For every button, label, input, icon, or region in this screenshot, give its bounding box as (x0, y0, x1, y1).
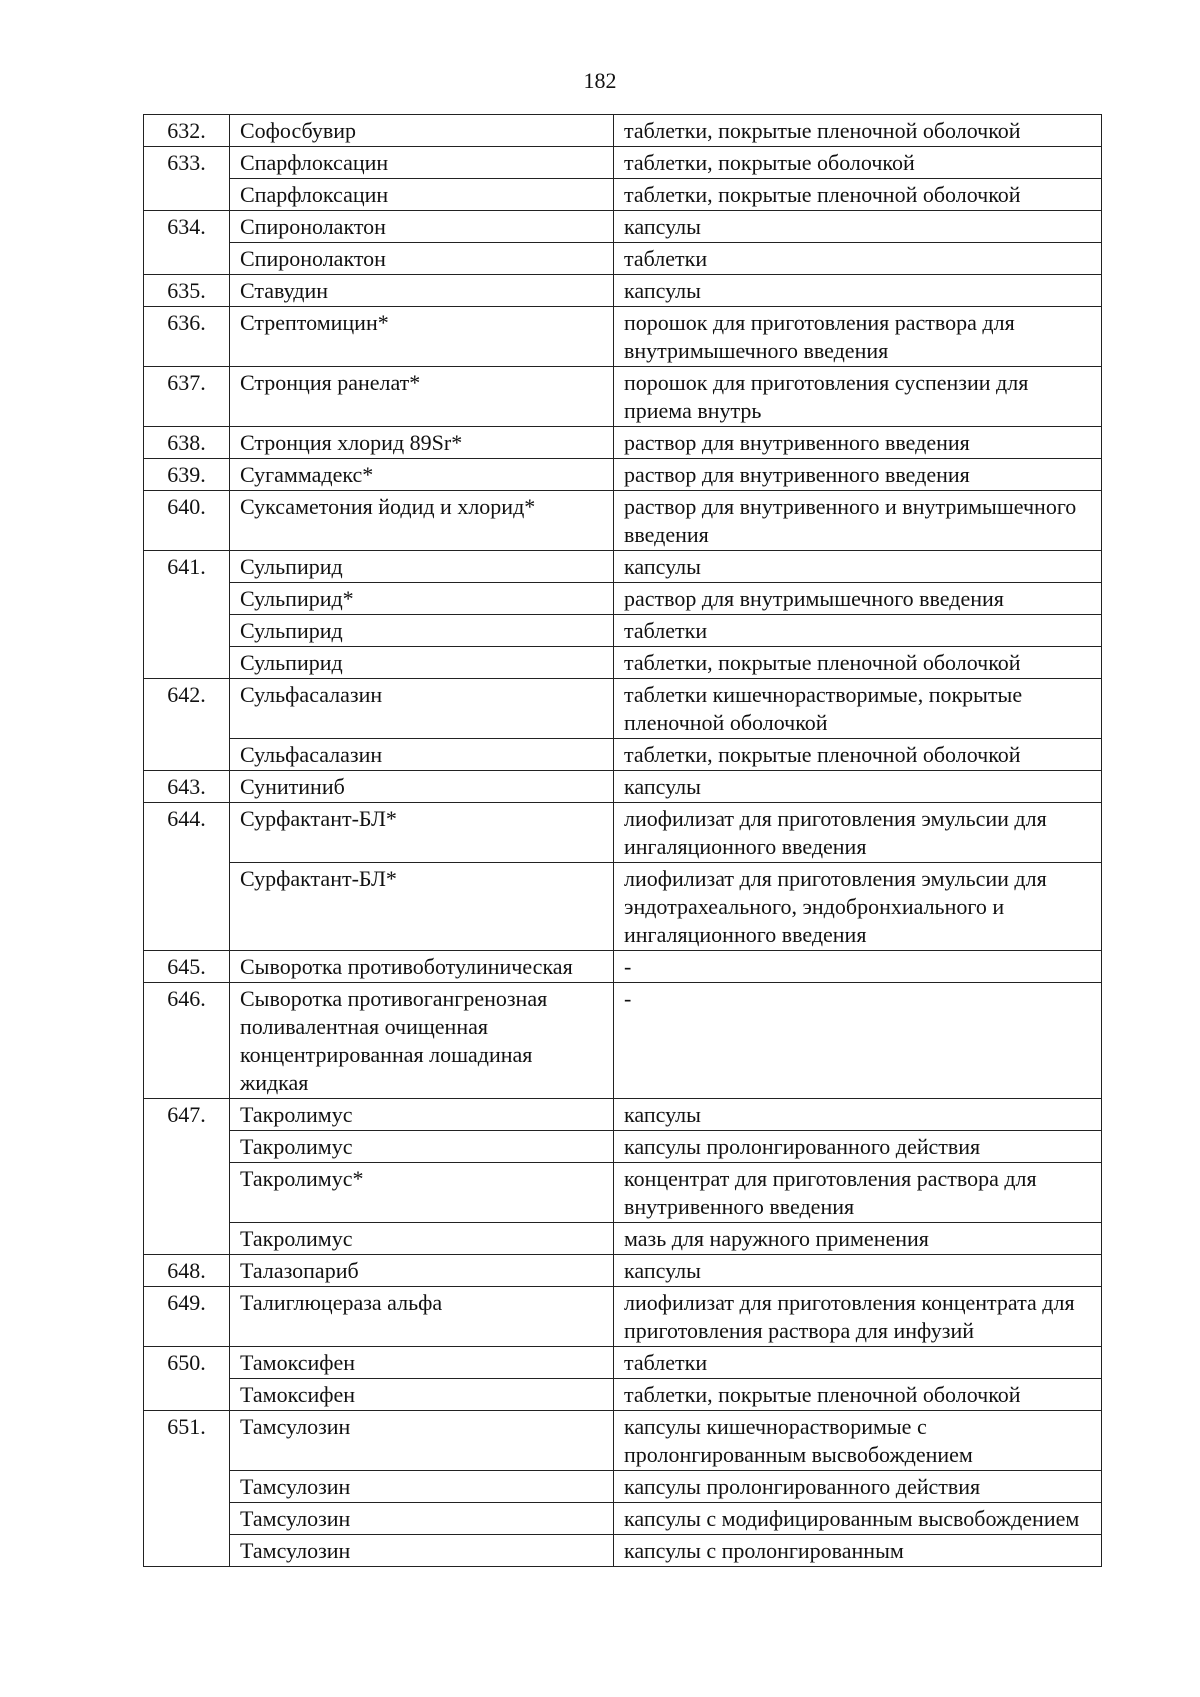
drug-name: Сульпирид (230, 647, 614, 679)
dosage-form: таблетки, покрытые пленочной оболочкой (614, 647, 1102, 679)
table-row (144, 427, 1102, 459)
table-row (144, 367, 1102, 427)
dosage-form: таблетки кишечнорастворимые, покрытые пленочной оболочкой (614, 679, 1102, 739)
table-row (144, 679, 1102, 739)
drug-name: Тамсулозин (230, 1503, 614, 1535)
dosage-form: таблетки (614, 1347, 1102, 1379)
drug-name: Сульпирид (230, 615, 614, 647)
drug-name: Стронция ранелат* (230, 367, 614, 427)
drug-name: Сыворотка противогангренозная поливалентная очищенная концентрированная лошадиная жидкая (230, 983, 614, 1099)
dosage-form: таблетки, покрытые пленочной оболочкой (614, 115, 1102, 147)
dosage-form: концентрат для приготовления раствора для внутривенного введения (614, 1163, 1102, 1223)
drug-name: Сульфасалазин (230, 679, 614, 739)
drug-name: Тамоксифен (230, 1347, 614, 1379)
table-row (144, 1255, 1102, 1287)
entry-number: 632. (144, 115, 230, 147)
dosage-form: капсулы (614, 275, 1102, 307)
entry-number: 645. (144, 951, 230, 983)
drug-name: Такролимус (230, 1099, 614, 1131)
dosage-form: капсулы (614, 211, 1102, 243)
dosage-form: таблетки (614, 243, 1102, 275)
drug-name: Сульпирид* (230, 583, 614, 615)
entry-number: 639. (144, 459, 230, 491)
entry-number: 642. (144, 679, 230, 771)
drug-name: Сульпирид (230, 551, 614, 583)
drug-name: Спиронолактон (230, 211, 614, 243)
dosage-form: капсулы пролонгированного действия (614, 1471, 1102, 1503)
drug-name: Талазопариб (230, 1255, 614, 1287)
drug-name: Сульфасалазин (230, 739, 614, 771)
entry-number: 651. (144, 1411, 230, 1567)
dosage-form: раствор для внутримышечного введения (614, 583, 1102, 615)
table-row (144, 615, 1102, 647)
dosage-form: таблетки, покрытые пленочной оболочкой (614, 1379, 1102, 1411)
table-row (144, 739, 1102, 771)
dosage-form: таблетки, покрытые пленочной оболочкой (614, 179, 1102, 211)
entry-number: 640. (144, 491, 230, 551)
dosage-form: капсулы (614, 551, 1102, 583)
drug-name: Спарфлоксацин (230, 179, 614, 211)
dosage-form: раствор для внутривенного введения (614, 459, 1102, 491)
table-row (144, 647, 1102, 679)
table-row (144, 115, 1102, 147)
dosage-form: лиофилизат для приготовления эмульсии для ингаляционного введения (614, 803, 1102, 863)
drug-name: Спарфлоксацин (230, 147, 614, 179)
drug-name: Сурфактант-БЛ* (230, 863, 614, 951)
drug-name: Сурфактант-БЛ* (230, 803, 614, 863)
table-row (144, 243, 1102, 275)
entry-number: 637. (144, 367, 230, 427)
dosage-form: лиофилизат для приготовления эмульсии для эндотрахеального, эндобронхиального и ингаляционного введения (614, 863, 1102, 951)
drug-name: Суксаметония йодид и хлорид* (230, 491, 614, 551)
dosage-form: порошок для приготовления раствора для внутримышечного введения (614, 307, 1102, 367)
drug-name: Тамсулозин (230, 1411, 614, 1471)
table-row (144, 583, 1102, 615)
dosage-form: капсулы с пролонгированным (614, 1535, 1102, 1567)
dosage-form: раствор для внутривенного введения (614, 427, 1102, 459)
table-row (144, 211, 1102, 243)
drug-name: Спиронолактон (230, 243, 614, 275)
entry-number: 648. (144, 1255, 230, 1287)
dosage-form: раствор для внутривенного и внутримышечного введения (614, 491, 1102, 551)
drug-name: Сыворотка противоботулиническая (230, 951, 614, 983)
drug-name: Талиглюцераза альфа (230, 1287, 614, 1347)
dosage-form: - (614, 951, 1102, 983)
dosage-form: капсулы (614, 771, 1102, 803)
drug-table (143, 114, 1102, 1567)
entry-number: 641. (144, 551, 230, 679)
table-row (144, 1379, 1102, 1411)
entry-number: 634. (144, 211, 230, 275)
dosage-form: таблетки, покрытые пленочной оболочкой (614, 739, 1102, 771)
table-row (144, 1223, 1102, 1255)
table-row (144, 491, 1102, 551)
table-row (144, 1131, 1102, 1163)
table-row (144, 1287, 1102, 1347)
dosage-form: лиофилизат для приготовления концентрата для приготовления раствора для инфузий (614, 1287, 1102, 1347)
dosage-form: таблетки (614, 615, 1102, 647)
dosage-form: капсулы (614, 1099, 1102, 1131)
table-row (144, 459, 1102, 491)
entry-number: 650. (144, 1347, 230, 1411)
table-row (144, 1535, 1102, 1567)
table-row (144, 275, 1102, 307)
table-row (144, 1347, 1102, 1379)
table-row (144, 863, 1102, 951)
drug-name: Тамсулозин (230, 1535, 614, 1567)
drug-name: Сугаммадекс* (230, 459, 614, 491)
table-row (144, 1503, 1102, 1535)
table-row (144, 983, 1102, 1099)
table-row (144, 307, 1102, 367)
table-row (144, 147, 1102, 179)
table-row (144, 179, 1102, 211)
drug-name: Такролимус (230, 1223, 614, 1255)
table-row (144, 551, 1102, 583)
drug-name: Такролимус (230, 1131, 614, 1163)
dosage-form: капсулы пролонгированного действия (614, 1131, 1102, 1163)
entry-number: 643. (144, 771, 230, 803)
page-number: 182 (583, 68, 617, 93)
entry-number: 647. (144, 1099, 230, 1255)
entry-number: 636. (144, 307, 230, 367)
entry-number: 644. (144, 803, 230, 951)
entry-number: 649. (144, 1287, 230, 1347)
dosage-form: - (614, 983, 1102, 1099)
drug-table-body (144, 115, 1102, 1567)
dosage-form: порошок для приготовления суспензии для приема внутрь (614, 367, 1102, 427)
drug-name: Софосбувир (230, 115, 614, 147)
drug-name: Стронция хлорид 89Sr* (230, 427, 614, 459)
table-row (144, 1471, 1102, 1503)
drug-name: Стрептомицин* (230, 307, 614, 367)
drug-name: Тамоксифен (230, 1379, 614, 1411)
dosage-form: капсулы кишечнорастворимые с пролонгированным высвобождением (614, 1411, 1102, 1471)
dosage-form: мазь для наружного применения (614, 1223, 1102, 1255)
table-row (144, 771, 1102, 803)
dosage-form: капсулы (614, 1255, 1102, 1287)
entry-number: 633. (144, 147, 230, 211)
table-row (144, 1411, 1102, 1471)
table-row (144, 1163, 1102, 1223)
table-row (144, 951, 1102, 983)
dosage-form: таблетки, покрытые оболочкой (614, 147, 1102, 179)
dosage-form: капсулы с модифицированным высвобождением (614, 1503, 1102, 1535)
drug-name: Тамсулозин (230, 1471, 614, 1503)
table-row (144, 1099, 1102, 1131)
table-row (144, 803, 1102, 863)
drug-name: Сунитиниб (230, 771, 614, 803)
drug-name: Ставудин (230, 275, 614, 307)
drug-name: Такролимус* (230, 1163, 614, 1223)
entry-number: 646. (144, 983, 230, 1099)
entry-number: 635. (144, 275, 230, 307)
entry-number: 638. (144, 427, 230, 459)
